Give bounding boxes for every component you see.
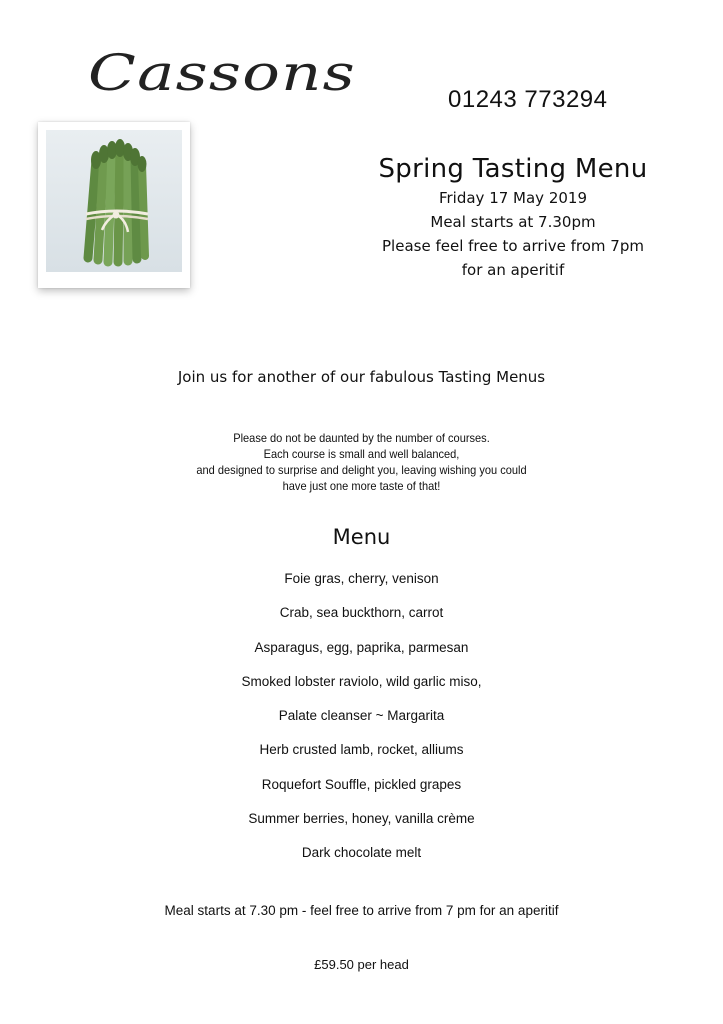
course-item: Crab, sea buckthorn, carrot — [279, 605, 444, 621]
course-item: Foie gras, cherry, venison — [284, 571, 439, 586]
asparagus-photo-frame — [38, 122, 190, 288]
cassons-logo: Cassons — [88, 44, 356, 102]
course-item: Palate cleanser ~ Margarita — [278, 708, 445, 724]
price-per-head: £59.50 per head — [314, 957, 409, 972]
meal-start-time: Meal starts at 7.30pm — [430, 213, 596, 231]
course-list — [0, 570, 723, 879]
event-date: Friday 17 May 2019 — [438, 189, 588, 207]
course-item: Summer berries, honey, vanilla crème — [248, 811, 475, 827]
phone-number: 01243 773294 — [448, 86, 608, 113]
event-heading — [340, 152, 686, 282]
blurb-line: and designed to surprise and delight you, leaving wishing you could — [196, 463, 527, 477]
arrival-note-line-1: Please feel free to arrive from 7pm — [382, 237, 644, 255]
blurb-line: Please do not be daunted by the number of courses. — [233, 431, 490, 445]
course-item: Roquefort Souffle, pickled grapes — [261, 776, 462, 792]
event-title: Spring Tasting Menu — [378, 154, 648, 184]
course-item: Dark chocolate melt — [301, 845, 422, 861]
course-item: Asparagus, egg, paprika, parmesan — [254, 639, 469, 655]
blurb-line: Each course is small and well balanced, — [263, 447, 460, 461]
course-item: Herb crusted lamb, rocket, alliums — [259, 742, 464, 758]
meal-time-note: Meal starts at 7.30 pm - feel free to arrive from 7 pm for an aperitif — [164, 903, 559, 918]
blurb-line: have just one more taste of that! — [282, 479, 441, 493]
courses-blurb — [29, 430, 694, 494]
asparagus-photo — [46, 130, 182, 272]
asparagus-bundle-icon — [46, 130, 182, 272]
intro-text: Join us for another of our fabulous Tasting Menus — [177, 368, 546, 386]
menu-heading: Menu — [332, 525, 391, 549]
course-item: Smoked lobster raviolo, wild garlic miso, — [241, 673, 482, 689]
arrival-note-line-2: for an aperitif — [461, 261, 565, 279]
